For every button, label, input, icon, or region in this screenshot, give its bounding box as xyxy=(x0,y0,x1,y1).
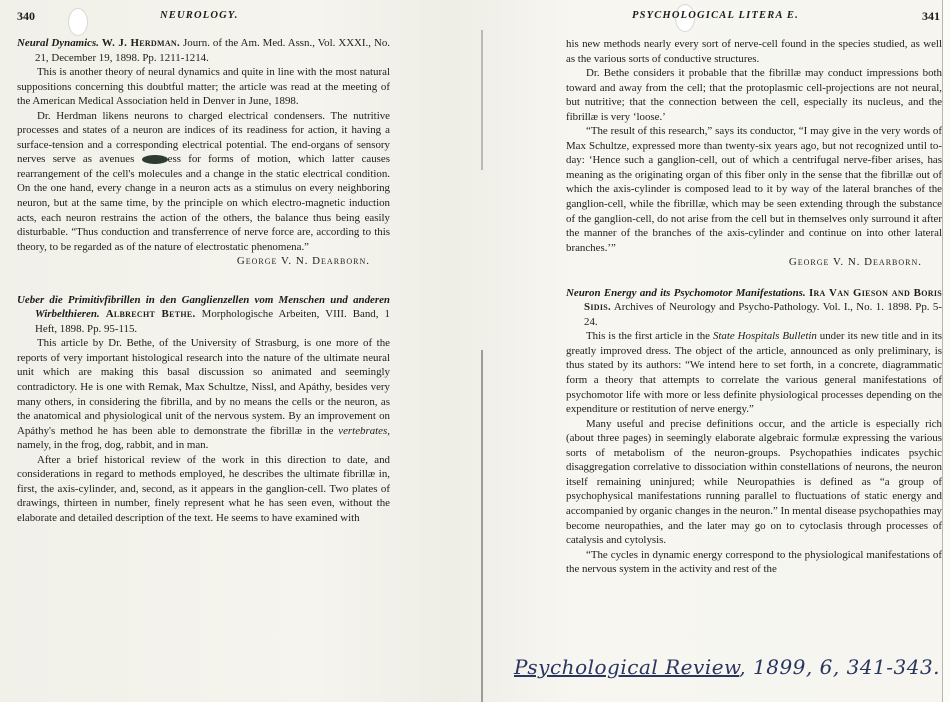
page-number: 341 xyxy=(922,9,940,23)
paragraph xyxy=(566,329,942,416)
article-title: Neuron Energy and its Psychomotor Manifestations. xyxy=(566,286,806,299)
ink-blot-icon xyxy=(142,155,168,164)
article-title: Neural Dynamics. xyxy=(17,37,99,49)
paragraph-text: This article by Dr. Bethe, of the University of Strasburg, is one more of the reports of very important histological research into the nature of the ultimate neural unit which are making this basal discussion so animated and seemingly contradictory. He is one with Remak, Max Schultze, Nissl, and Apáthy, besides very many others, in considering the fibrilla, and by no means the cells or the neuron, as the anatomical and physiological unit of the nervous system. By an improvement on Apáthy's method he has been able to demonstrate the fibrillæ in the xyxy=(17,337,390,437)
punch-hole xyxy=(68,8,88,36)
paragraph xyxy=(17,336,390,452)
page-edge xyxy=(942,0,950,702)
article-heading xyxy=(17,36,390,65)
paragraph-text: under its new title and in its greatly improved dress. The object of the article, announced as only preliminary, is thus stated by its authors: “We intend here to set forth, in a concrete, diagrammatic form a theory that attempts to correlate the various general manifestations of psychomotor life with more or less definite physiological processes depending on the expenditure or restitution of nerve energy.” xyxy=(566,330,942,416)
paragraph: Many useful and precise definitions occur, and the article is especially rich (about three pages) in seemingly elaborate algebraic formulæ expressing the various sorts of metabolism of the neuron-groups. Psychopathies indicates psychic disaggregation correlative to dissociation within constellations of neurons, the neuron itself remaining uninjured; while Neuropathies is defined as “a group of psychophysical manifestations running parallel to fluctuations of static energy and accompanied by organic changes in the neuron.” In mental disease psychopathies may become neuropathies, and the later may go on to cytoclasis through processes of catalysis and cytolysis. xyxy=(566,417,943,547)
left-column xyxy=(17,36,390,526)
article-authors: Ira Van Gieson and Boris Sidis. xyxy=(584,286,942,314)
paragraph: “The result of this research,” says its conductor, “I may give in the very words of Max Schultze, expressed more than twenty-six years ago, but not recognized until to-day: ‘Hence such a ganglion-cell, out of which a centrifugal nerve-fiber arises, has meaning as the originating organ of this fiber only in the sense that the fibrillæ out of which the axis-cylinder is composed lead to it by way of the lateral branches of the ganglion-cell, while the fibrillæ, which may be seen extending through the substance of the ganglion-cell, do not arise from the cell but in themselves only surround it after the manner of the branches of the axis-cylinder and continue on into other lateral branches.’” xyxy=(566,125,942,254)
paragraph-text: , namely, in the frog, dog, rabbit, and in man. xyxy=(17,424,390,452)
handwritten-details: , 1899, 6, 341-343. xyxy=(739,655,941,679)
article-citation: Archives of Neurology and Psycho-Pathology. Vol. I., No. 1. 1898. Pp. 5-24. xyxy=(584,301,942,328)
article-title: Ueber die Primitivfibrillen in den Ganglienzellen vom Menschen und anderen Wirbelthieren. xyxy=(17,293,390,321)
paragraph xyxy=(17,109,390,254)
article-author: W. J. Herdman. xyxy=(101,37,181,49)
article-author: Albrecht Bethe. xyxy=(105,308,196,321)
paragraph: “The cycles in dynamic energy correspond to the physiological manifestations of the nervous system in the activity and rest of the xyxy=(566,548,942,576)
signature: George V. N. Dearborn. xyxy=(788,256,922,269)
gutter-binding-mark xyxy=(481,350,483,702)
paragraph-text: ess for forms of motion, which latter causes rearrangement of the cell's molecules and a change in the static electrical condition. On the one hand, every change in a neuron acts as a stimulus on every neighboring neuron, but at the same time, by the principle on which electro-magnetic induction acts, each neuron restrains the action of the others, the balance thus being easily disturbable. “Thus conduction and transferrence of nerve force are, according to this theory, to be regarded as of the nature of electrostatic phenomena.” xyxy=(17,153,390,253)
right-column xyxy=(566,37,942,577)
paragraph: Dr. Bethe considers it probable that the fibrillæ may conduct impressions both toward and away from the cell; that the protoplasmic cell-projections are not neural, but nutritive; that the connection between the cell, especially its nucleus, and the fibrillæ is very ‘loose.’ xyxy=(566,67,942,123)
handwritten-journal: Psychological Review xyxy=(514,655,740,679)
paragraph: This is another theory of neural dynamics and quite in line with the most natural suppositions concerning this doubtful matter; the article was read at the meeting of the American Medical Association held in Denver in June, 1898. xyxy=(17,66,390,108)
right-page xyxy=(452,0,942,702)
paragraph: After a brief historical review of the work in this direction to date, and considerations in regard to methods employed, he describes the ultimate fibrillæ in, first, the axis-cylinder, and, second, as it appears in the ganglion-cell. Two plates of drawings, thirteen in number, finely represent what he has seen even, without the elaborate and detailed description of the text. He seems to have examined with xyxy=(17,453,390,524)
article-citation: Morphologische Arbeiten, VIII. Band, 1 Heft, 1898. Pp. 95-115. xyxy=(35,308,390,335)
page-number: 340 xyxy=(17,9,35,23)
paragraph-text: Dr. Herdman likens neurons to charged electrical condensers. The nutritive processes and states of a neuron are indices of its readiness for action, it having a surface-tension and a corresponding electrical potential. The end-organs of sensory nerves serve as avenues xyxy=(17,109,390,166)
article-heading xyxy=(566,286,942,330)
article-heading xyxy=(17,293,390,337)
italic-term: vertebrates xyxy=(338,424,388,437)
article-citation: Journ. of the Am. Med. Assn., Vol. XXXI., No. 21, December 19, 1898. Pp. 1211-1214. xyxy=(35,37,390,64)
running-head: NEUROLOGY. xyxy=(160,10,239,21)
running-head: PSYCHOLOGICAL LITERA E. xyxy=(632,10,799,21)
gutter-binding-mark xyxy=(481,30,483,170)
handwritten-citation xyxy=(514,655,940,679)
italic-term: State Hospitals Bulletin xyxy=(712,330,817,343)
paragraph-text: This is the first article in the xyxy=(586,330,711,343)
signature: George V. N. Dearborn. xyxy=(236,255,370,268)
left-page xyxy=(0,0,452,702)
paragraph: his new methods nearly every sort of nerve-cell found in the species studied, as well as the various sorts of conductive structures. xyxy=(566,38,942,65)
